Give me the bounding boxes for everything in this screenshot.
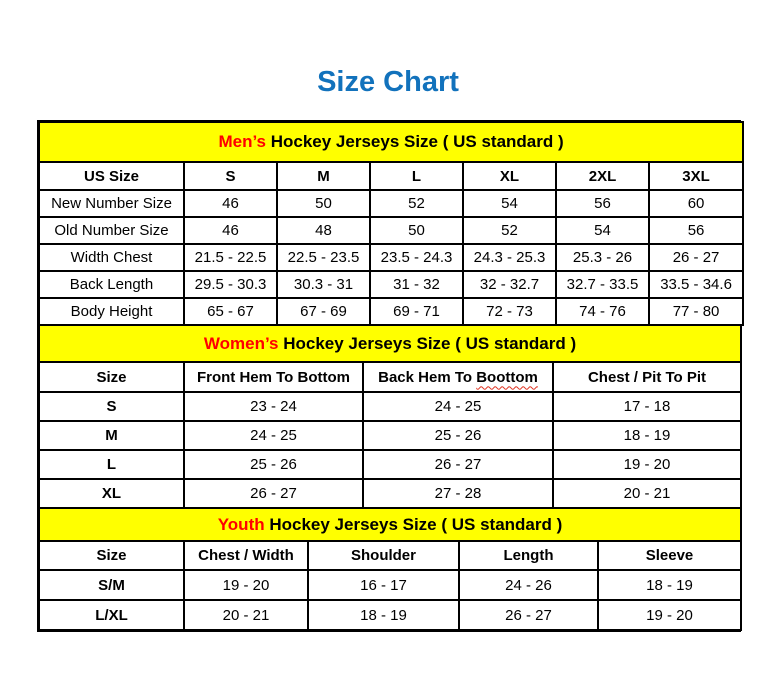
men-column-header: US Size xyxy=(39,162,184,190)
men-table-row xyxy=(39,271,743,298)
men-size-value: 48 xyxy=(277,217,370,244)
women-table-row xyxy=(39,392,741,421)
women-column-header: Size xyxy=(39,362,184,392)
header-text: Back Hem To xyxy=(378,368,477,386)
men-size-value: 50 xyxy=(370,217,463,244)
men-size-value: 26 - 27 xyxy=(649,244,743,271)
youth-column-header: Length xyxy=(459,541,598,570)
men-size-value: 77 - 80 xyxy=(649,298,743,325)
men-size-value: 22.5 - 23.5 xyxy=(277,244,370,271)
women-table-row xyxy=(39,421,741,450)
women-column-header: Front Hem To Bottom xyxy=(184,362,363,392)
men-size-value: 30.3 - 31 xyxy=(277,271,370,298)
women-table-row xyxy=(39,479,741,508)
men-size-value: 46 xyxy=(184,217,277,244)
men-column-header: 2XL xyxy=(556,162,649,190)
men-size-value: 56 xyxy=(556,190,649,217)
women-row-label: XL xyxy=(39,479,184,508)
youth-column-header: Size xyxy=(39,541,184,570)
youth-banner-text: Hockey Jerseys Size ( US standard ) xyxy=(264,514,563,534)
women-size-value: 26 - 27 xyxy=(184,479,363,508)
men-table-row xyxy=(39,298,743,325)
women-size-value: 19 - 20 xyxy=(553,450,741,479)
youth-table-row xyxy=(39,570,741,600)
men-row-label: Body Height xyxy=(39,298,184,325)
youth-table-row xyxy=(39,600,741,630)
mens-size-table xyxy=(38,121,744,326)
men-size-value: 52 xyxy=(370,190,463,217)
men-size-value: 46 xyxy=(184,190,277,217)
youth-row-label: S/M xyxy=(39,570,184,600)
men-row-label: Back Length xyxy=(39,271,184,298)
women-row-label: M xyxy=(39,421,184,450)
youth-column-header: Chest / Width xyxy=(184,541,308,570)
women-banner-highlight: Women’s xyxy=(203,333,279,353)
men-row-label: Old Number Size xyxy=(39,217,184,244)
page-title: Size Chart xyxy=(317,66,459,98)
men-size-value: 54 xyxy=(556,217,649,244)
men-column-header: 3XL xyxy=(649,162,743,190)
men-column-header: M xyxy=(277,162,370,190)
men-size-value: 24.3 - 25.3 xyxy=(463,244,556,271)
men-size-value: 50 xyxy=(277,190,370,217)
men-column-header: XL xyxy=(463,162,556,190)
men-column-header: L xyxy=(370,162,463,190)
men-row-label: Width Chest xyxy=(39,244,184,271)
men-row-label: New Number Size xyxy=(39,190,184,217)
women-size-value: 27 - 28 xyxy=(363,479,553,508)
women-column-header: Chest / Pit To Pit xyxy=(553,362,741,392)
youth-size-value: 18 - 19 xyxy=(598,570,741,600)
men-section-banner xyxy=(39,122,743,162)
youth-size-value: 16 - 17 xyxy=(308,570,459,600)
youth-row-label: L/XL xyxy=(39,600,184,630)
women-size-value: 24 - 25 xyxy=(184,421,363,450)
men-size-value: 65 - 67 xyxy=(184,298,277,325)
youth-size-value: 26 - 27 xyxy=(459,600,598,630)
men-size-value: 33.5 - 34.6 xyxy=(649,271,743,298)
youth-column-header: Sleeve xyxy=(598,541,741,570)
women-row-label: L xyxy=(39,450,184,479)
women-size-value: 24 - 25 xyxy=(363,392,553,421)
youth-size-value: 20 - 21 xyxy=(184,600,308,630)
youth-size-table xyxy=(38,507,742,631)
youth-size-value: 24 - 26 xyxy=(459,570,598,600)
women-size-value: 18 - 19 xyxy=(553,421,741,450)
men-size-value: 69 - 71 xyxy=(370,298,463,325)
women-table-row xyxy=(39,450,741,479)
men-size-value: 25.3 - 26 xyxy=(556,244,649,271)
women-size-value: 17 - 18 xyxy=(553,392,741,421)
youth-size-value: 19 - 20 xyxy=(184,570,308,600)
men-table-row xyxy=(39,217,743,244)
men-table-row xyxy=(39,190,743,217)
men-size-value: 32 - 32.7 xyxy=(463,271,556,298)
women-row-label: S xyxy=(39,392,184,421)
men-size-value: 74 - 76 xyxy=(556,298,649,325)
men-size-value: 54 xyxy=(463,190,556,217)
women-banner-text: Hockey Jerseys Size ( US standard ) xyxy=(278,333,577,353)
women-size-value: 25 - 26 xyxy=(184,450,363,479)
women-size-value: 26 - 27 xyxy=(363,450,553,479)
youth-size-value: 19 - 20 xyxy=(598,600,741,630)
men-banner-text: Hockey Jerseys Size ( US standard ) xyxy=(266,132,564,151)
women-size-value: 20 - 21 xyxy=(553,479,741,508)
men-size-value: 72 - 73 xyxy=(463,298,556,325)
men-size-value: 52 xyxy=(463,217,556,244)
women-size-value: 23 - 24 xyxy=(184,392,363,421)
men-column-header: S xyxy=(184,162,277,190)
youth-size-value: 18 - 19 xyxy=(308,600,459,630)
men-table-row xyxy=(39,244,743,271)
men-size-value: 67 - 69 xyxy=(277,298,370,325)
youth-column-header: Shoulder xyxy=(308,541,459,570)
men-size-value: 23.5 - 24.3 xyxy=(370,244,463,271)
women-column-header xyxy=(363,362,553,392)
size-chart-tables xyxy=(37,120,741,632)
women-section-banner xyxy=(39,325,741,362)
youth-banner-highlight: Youth xyxy=(217,514,265,534)
womens-size-table xyxy=(38,324,742,509)
men-size-value: 32.7 - 33.5 xyxy=(556,271,649,298)
women-size-value: 25 - 26 xyxy=(363,421,553,450)
misspelled-word: Boottom xyxy=(476,368,538,386)
men-size-value: 29.5 - 30.3 xyxy=(184,271,277,298)
men-size-value: 60 xyxy=(649,190,743,217)
men-size-value: 21.5 - 22.5 xyxy=(184,244,277,271)
men-size-value: 56 xyxy=(649,217,743,244)
men-size-value: 31 - 32 xyxy=(370,271,463,298)
men-banner-highlight: Men’s xyxy=(218,132,266,151)
youth-section-banner xyxy=(39,508,741,541)
